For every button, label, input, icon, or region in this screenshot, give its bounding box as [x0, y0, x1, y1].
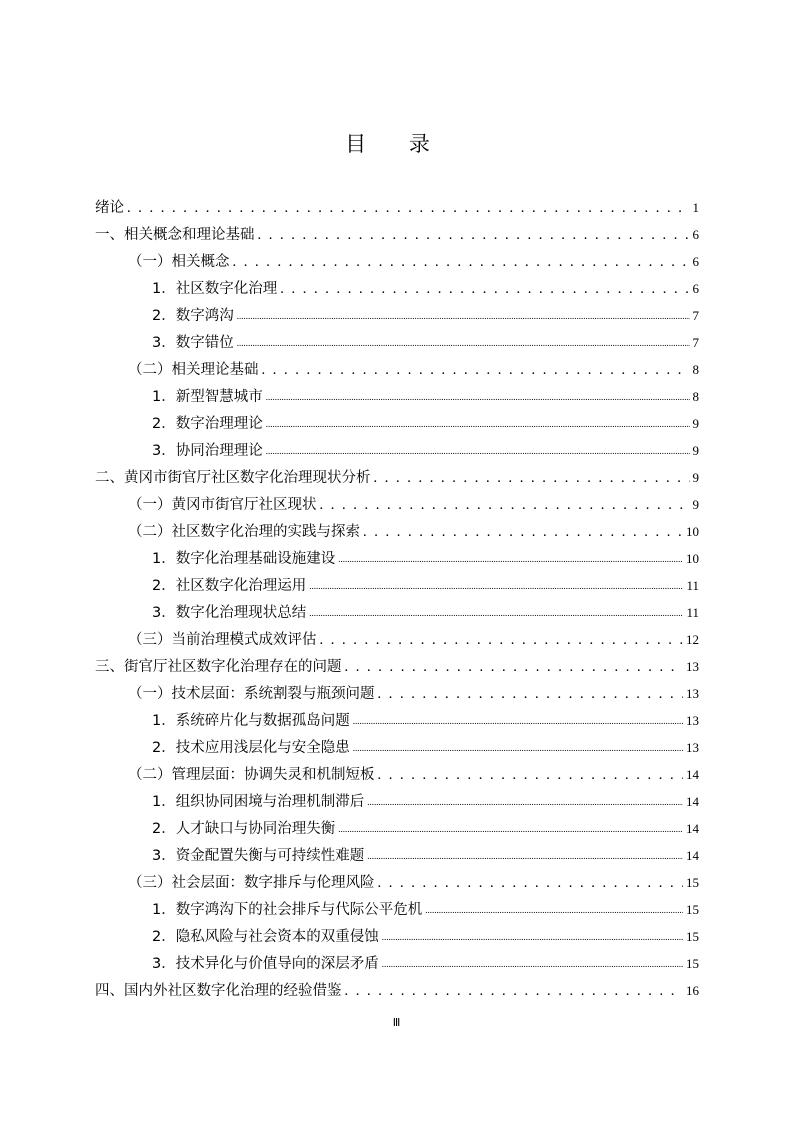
toc-entry[interactable] — [95, 514, 699, 541]
dot-leader — [266, 442, 690, 460]
dot-leader — [345, 982, 684, 1000]
toc-entry-page: 11 — [686, 578, 699, 593]
toc-entry-page: 8 — [692, 362, 699, 377]
dot-leader — [382, 955, 683, 973]
toc-entry-label: （二）相关理论基础 — [128, 362, 259, 378]
dot-leader — [378, 874, 684, 892]
toc-entry[interactable] — [95, 487, 699, 514]
toc-entry-label: 三、街官厅社区数字化治理存在的问题 — [95, 659, 342, 675]
toc-entry[interactable] — [95, 703, 699, 730]
toc-entry[interactable] — [95, 811, 699, 838]
toc-entry-label: 四、国内外社区数字化治理的经验借鉴 — [95, 983, 342, 999]
dot-leader — [320, 631, 684, 649]
dot-leader — [280, 280, 689, 298]
toc-entry-page: 7 — [692, 335, 699, 350]
toc-entry[interactable] — [95, 865, 699, 892]
dot-leader — [353, 739, 683, 757]
toc-entry[interactable] — [95, 649, 699, 676]
toc-entry[interactable] — [95, 217, 699, 244]
toc-entry-label: 1．社区数字化治理 — [152, 281, 278, 297]
toc-title: 目 录 — [345, 132, 448, 156]
toc-entry[interactable] — [95, 433, 699, 460]
dot-leader — [363, 523, 683, 541]
toc-entry[interactable] — [95, 892, 699, 919]
toc-entry[interactable] — [95, 919, 699, 946]
dot-leader — [258, 226, 690, 244]
toc-entry-page: 14 — [686, 794, 699, 809]
toc-entry-label: 绪论 — [95, 200, 124, 216]
toc-entry[interactable] — [95, 838, 699, 865]
toc-entry-label: （一）技术层面：系统割裂与瓶颈问题 — [128, 686, 375, 702]
toc-entry-label: 1．数字鸿沟下的社会排斥与代际公平危机 — [152, 902, 423, 918]
toc-entry-page: 6 — [692, 254, 699, 269]
toc-entry-label: （一）相关概念 — [128, 254, 230, 270]
dot-leader — [338, 820, 683, 838]
toc-entry-label: 二、黄冈市街官厅社区数字化治理现状分析 — [95, 470, 371, 486]
toc-entry-page: 9 — [692, 470, 699, 485]
toc-entry-page: 15 — [686, 929, 699, 944]
toc-entry[interactable] — [95, 379, 699, 406]
dot-leader — [266, 388, 690, 406]
dot-leader — [345, 658, 684, 676]
toc-entry-page: 15 — [686, 956, 699, 971]
dot-leader — [233, 253, 690, 271]
toc-entry-page: 14 — [686, 767, 699, 782]
toc-entry-label: （三）社会层面：数字排斥与伦理风险 — [128, 875, 375, 891]
toc-entry-page: 10 — [686, 524, 699, 539]
toc-entry-page: 7 — [692, 308, 699, 323]
toc-entry[interactable] — [95, 298, 699, 325]
toc-entry-label: 2．社区数字化治理运用 — [152, 578, 307, 594]
toc-entry-page: 8 — [692, 389, 699, 404]
toc-entry-page: 13 — [686, 713, 699, 728]
toc-entry[interactable] — [95, 460, 699, 487]
toc-entry-label: 2．人才缺口与协同治理失衡 — [152, 821, 336, 837]
toc-entry-page: 15 — [686, 875, 699, 890]
toc-entry[interactable] — [95, 325, 699, 352]
toc-entry-label: （一）黄冈市街官厅社区现状 — [128, 497, 317, 513]
table-of-contents — [95, 190, 699, 1000]
toc-entry[interactable] — [95, 190, 699, 217]
toc-entry-page: 14 — [686, 821, 699, 836]
toc-entry-label: （三）当前治理模式成效评估 — [128, 632, 317, 648]
toc-entry[interactable] — [95, 730, 699, 757]
toc-entry-label: 3．资金配置失衡与可持续性难题 — [152, 848, 365, 864]
toc-entry-page: 1 — [692, 200, 699, 215]
toc-entry[interactable] — [95, 568, 699, 595]
dot-leader — [338, 550, 683, 568]
toc-entry-label: 1．系统碎片化与数据孤岛问题 — [152, 713, 350, 729]
toc-entry[interactable] — [95, 406, 699, 433]
toc-entry[interactable] — [95, 757, 699, 784]
toc-entry-page: 13 — [686, 740, 699, 755]
dot-leader — [309, 604, 683, 622]
toc-entry-page: 6 — [692, 281, 699, 296]
toc-entry[interactable] — [95, 973, 699, 1000]
toc-entry-page: 6 — [692, 227, 699, 242]
toc-entry-page: 14 — [686, 848, 699, 863]
toc-entry[interactable] — [95, 784, 699, 811]
toc-entry-label: 2．隐私风险与社会资本的双重侵蚀 — [152, 929, 379, 945]
toc-entry-label: 1．新型智慧城市 — [152, 389, 263, 405]
toc-entry-page: 9 — [692, 443, 699, 458]
toc-entry-page: 10 — [686, 551, 699, 566]
toc-entry-label: 3．数字化治理现状总结 — [152, 605, 307, 621]
toc-entry[interactable] — [95, 541, 699, 568]
dot-leader — [425, 901, 683, 919]
toc-entry-page: 13 — [686, 686, 699, 701]
toc-entry-label: 2．技术应用浅层化与安全隐患 — [152, 740, 350, 756]
toc-entry-page: 16 — [686, 983, 699, 998]
toc-entry[interactable] — [95, 676, 699, 703]
toc-entry[interactable] — [95, 595, 699, 622]
page-number-footer: Ⅲ — [392, 1017, 401, 1029]
toc-entry-label: 1．数字化治理基础设施建设 — [152, 551, 336, 567]
toc-entry-label: （二）管理层面：协调失灵和机制短板 — [128, 767, 375, 783]
dot-leader — [382, 928, 683, 946]
dot-leader — [378, 766, 684, 784]
toc-entry[interactable] — [95, 244, 699, 271]
toc-entry-page: 9 — [692, 416, 699, 431]
toc-entry-page: 15 — [686, 902, 699, 917]
dot-leader — [367, 847, 683, 865]
toc-entry-page: 9 — [692, 497, 699, 512]
toc-entry-label: （二）社区数字化治理的实践与探索 — [128, 524, 360, 540]
toc-entry-page: 11 — [686, 605, 699, 620]
toc-entry-label: 2．数字鸿沟 — [152, 308, 234, 324]
toc-entry[interactable] — [95, 271, 699, 298]
dot-leader — [237, 307, 690, 325]
dot-leader — [266, 415, 690, 433]
dot-leader — [378, 685, 684, 703]
dot-leader — [237, 334, 690, 352]
toc-entry-label: 1．组织协同困境与治理机制滞后 — [152, 794, 365, 810]
toc-entry-label: 3．技术异化与价值导向的深层矛盾 — [152, 956, 379, 972]
dot-leader — [320, 496, 690, 514]
dot-leader — [262, 361, 690, 379]
dot-leader — [367, 793, 683, 811]
toc-entry-page: 13 — [686, 659, 699, 674]
toc-entry-page: 12 — [686, 632, 699, 647]
toc-entry-label: 一、相关概念和理论基础 — [95, 227, 255, 243]
dot-leader — [353, 712, 683, 730]
toc-entry[interactable] — [95, 622, 699, 649]
toc-entry-label: 3．数字错位 — [152, 335, 234, 351]
dot-leader — [127, 199, 690, 217]
toc-entry[interactable] — [95, 946, 699, 973]
dot-leader — [374, 469, 690, 487]
toc-entry-label: 3．协同治理理论 — [152, 443, 263, 459]
toc-entry-label: 2．数字治理理论 — [152, 416, 263, 432]
toc-entry[interactable] — [95, 352, 699, 379]
dot-leader — [309, 577, 683, 595]
